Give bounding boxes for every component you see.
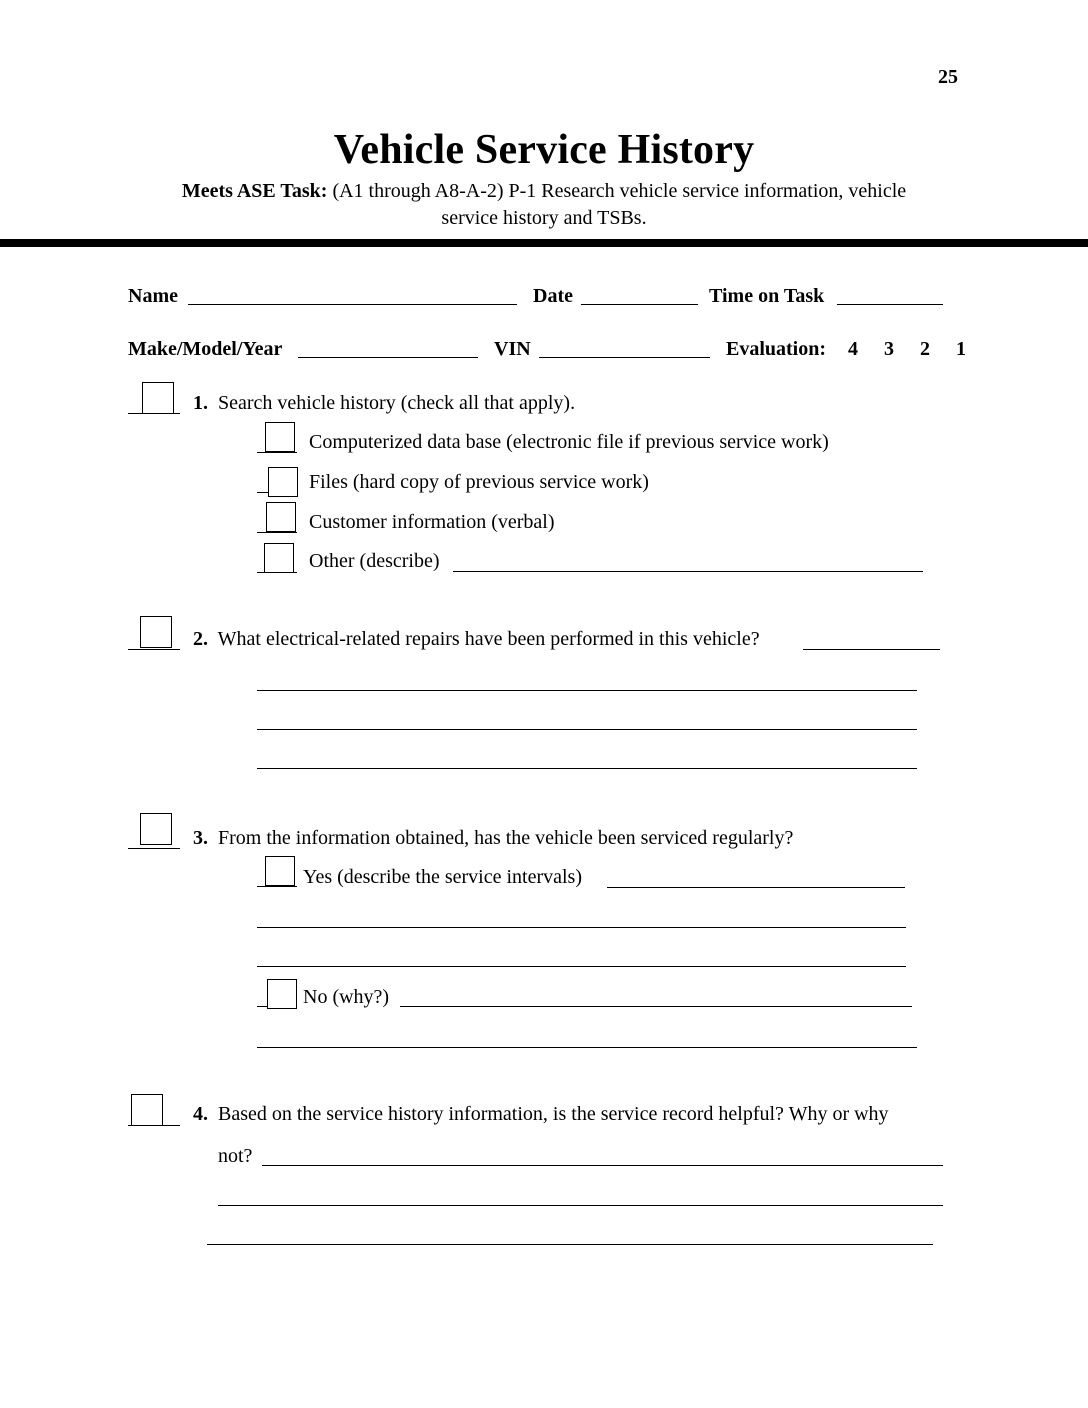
header-divider [0,239,1088,247]
q2-text [193,628,760,651]
q3-yes-label: Yes (describe the service intervals) [303,866,582,888]
q3-text [193,827,793,850]
q3-checkbox[interactable] [140,813,172,845]
q3-no-label: No (why?) [303,986,390,1008]
q2-answer-line-1[interactable] [803,649,940,650]
q2-answer-line-3[interactable] [257,729,917,730]
q4-text-continued: not? [218,1145,253,1167]
q3-number: 3. [193,827,208,849]
q1-option-3-line [257,532,297,533]
q4-number: 4. [193,1103,208,1125]
q1-option-3-label: Customer information (verbal) [309,511,555,533]
q1-checkbox[interactable] [142,382,174,414]
q2-checkbox[interactable] [140,616,172,648]
q3-yes-field-2[interactable] [257,927,906,928]
page-title: Vehicle Service History [333,127,755,173]
evaluation-score-2[interactable]: 2 [920,338,931,360]
date-label: Date [533,285,573,307]
q2-answer-line-2[interactable] [257,690,917,691]
subtitle-text-2: service history and TSBs. [441,207,647,229]
q2-number: 2. [193,628,208,650]
q3-no-field-1[interactable] [400,1006,912,1007]
q4-answer-line-2[interactable] [218,1205,943,1206]
date-field[interactable] [581,304,698,305]
q3-no-field-2[interactable] [257,1047,917,1048]
vin-label: VIN [494,338,531,360]
evaluation-score-4[interactable]: 4 [848,338,859,360]
evaluation-score-3[interactable]: 3 [884,338,895,360]
q3-question: From the information obtained, has the vehicle been serviced regularly? [218,827,794,849]
q3-yes-line [257,886,297,887]
q2-completion-line [128,649,180,650]
evaluation-score-1[interactable]: 1 [956,338,967,360]
q1-option-2-label: Files (hard copy of previous service work) [309,471,649,493]
q1-other-describe-field[interactable] [453,571,923,572]
make-model-year-label: Make/Model/Year [128,338,283,360]
q1-question: Search vehicle history (check all that apply). [218,392,576,414]
q1-text [193,392,575,415]
q1-option-4-checkbox[interactable] [264,543,294,573]
q4-text [193,1103,889,1126]
q2-answer-line-4[interactable] [257,768,917,769]
q1-number: 1. [193,392,208,414]
q4-answer-line-3[interactable] [207,1244,933,1245]
q3-yes-field-1[interactable] [607,887,905,888]
page-subtitle [0,178,1088,232]
subtitle-text-1: (A1 through A8-A-2) P-1 Research vehicle service information, vehicle [327,180,907,202]
q1-option-1-checkbox[interactable] [265,422,295,452]
name-field[interactable] [188,304,517,305]
name-label: Name [128,285,178,307]
evaluation-label: Evaluation: [726,338,827,360]
q4-answer-line-1[interactable] [262,1165,943,1166]
q1-option-1-label: Computerized data base (electronic file if previous service work) [309,431,829,453]
q4-checkbox[interactable] [131,1094,163,1126]
q1-option-1-line [257,452,297,453]
q3-yes-checkbox[interactable] [265,856,295,886]
page-number: 25 [938,66,958,88]
make-model-year-field[interactable] [298,357,478,358]
q1-option-2-checkbox[interactable] [268,467,298,497]
q1-option-3-checkbox[interactable] [266,502,296,532]
q4-question: Based on the service history information, is the service record helpful? Why or why [218,1103,889,1125]
q3-yes-field-3[interactable] [257,966,906,967]
q3-no-checkbox[interactable] [267,979,297,1009]
time-on-task-label: Time on Task [709,285,825,307]
time-on-task-field[interactable] [837,304,943,305]
subtitle-label: Meets ASE Task: [181,180,328,202]
evaluation [726,338,987,361]
q2-question: What electrical-related repairs have been performed in this vehicle? [217,628,760,650]
q3-completion-line [128,848,180,849]
vin-field[interactable] [539,357,710,358]
q1-option-4-label: Other (describe) [309,550,440,572]
